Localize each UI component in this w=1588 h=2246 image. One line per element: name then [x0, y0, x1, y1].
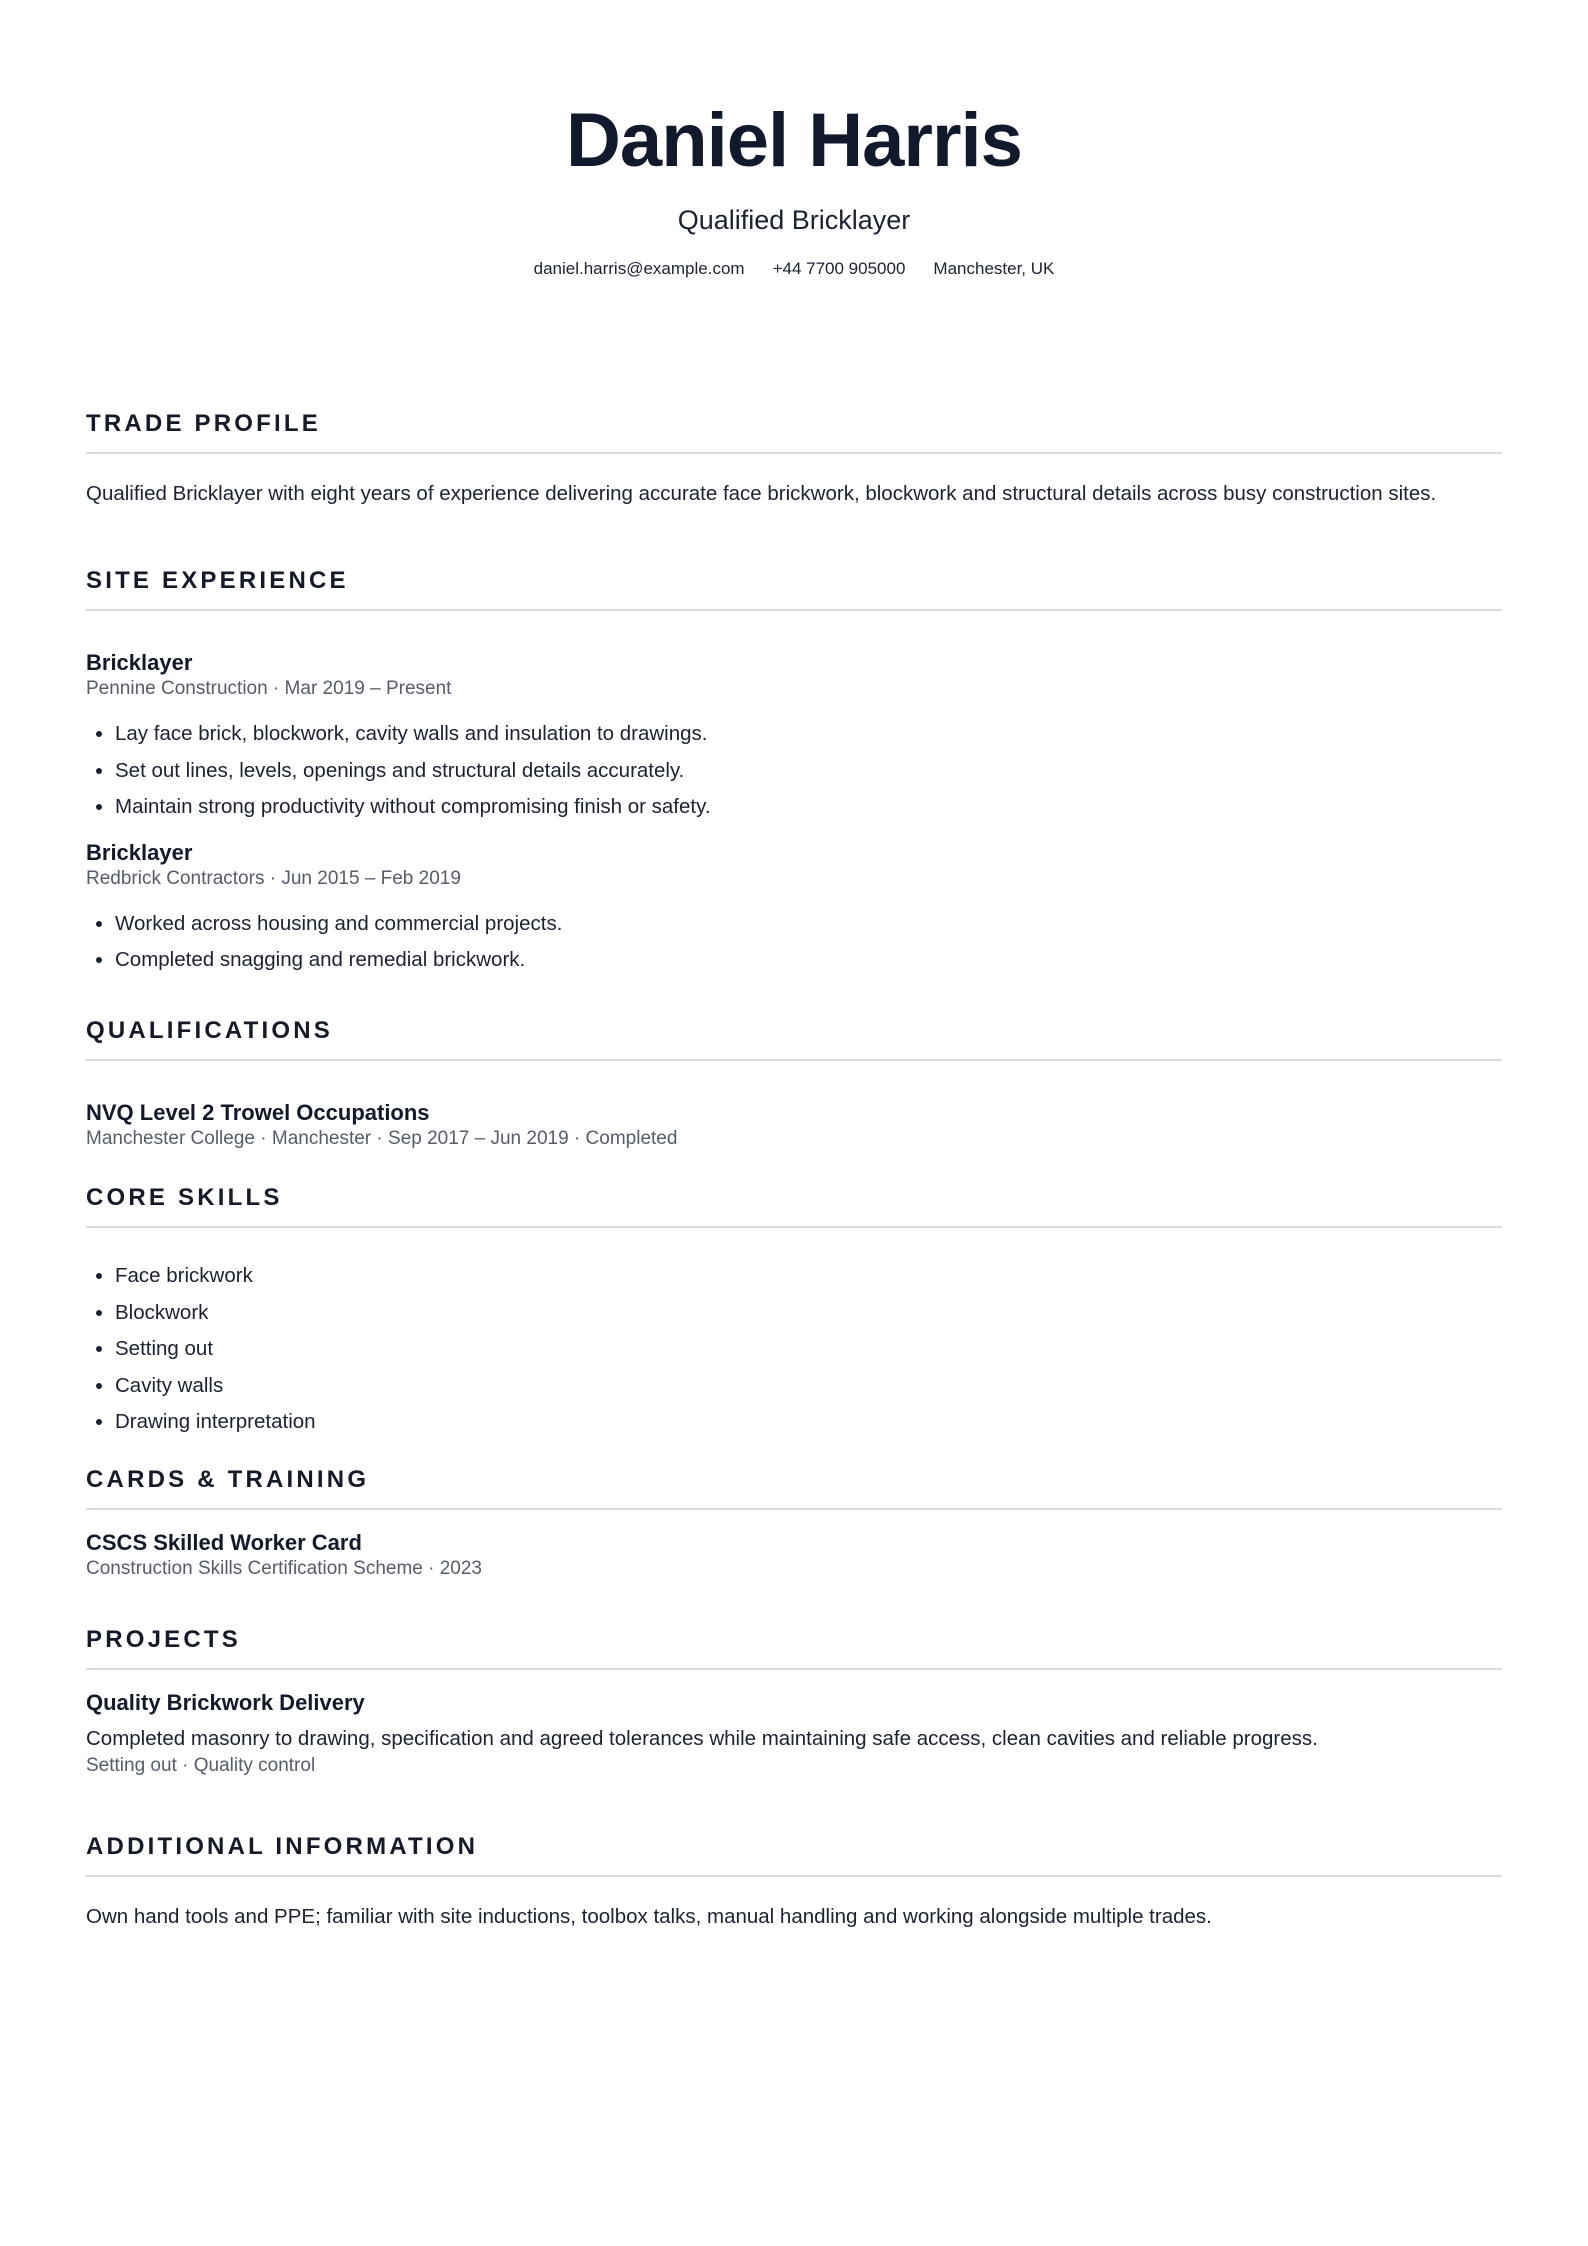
section-additional-information: [86, 1833, 1502, 1931]
profile-summary: Qualified Bricklayer with eight years of experience delivering accurate face brickwork, blockwork and structural details across busy construction sites.: [86, 482, 1437, 505]
section-projects: [86, 1626, 1502, 1779]
resume-header: [86, 0, 1502, 280]
list-item: • Set out lines, levels, openings and structural details accurately.: [115, 753, 1502, 790]
list-item: • Maintain strong productivity without compromising finish or safety.: [115, 789, 1502, 826]
job-bullets: [86, 906, 1502, 979]
skills-list: [86, 1258, 1502, 1441]
job-role: Bricklayer: [86, 650, 193, 675]
section-title: QUALIFICATIONS: [86, 1017, 1502, 1061]
qualification-name: NVQ Level 2 Trowel Occupations: [86, 1100, 430, 1125]
section-title: TRADE PROFILE: [86, 410, 1502, 454]
list-item: • Completed snagging and remedial brickwork.: [115, 942, 1502, 979]
section-title: CARDS & TRAINING: [86, 1466, 1502, 1510]
job-role: Bricklayer: [86, 839, 193, 865]
section-qualifications: [86, 1017, 1502, 1152]
candidate-role: Qualified Bricklayer: [677, 205, 911, 235]
card-entry: [86, 1530, 1502, 1582]
section-site-experience: [86, 567, 1502, 979]
list-item: • Blockwork: [115, 1295, 1502, 1332]
section-trade-profile: [86, 410, 1502, 508]
section-cards-training: [86, 1466, 1502, 1582]
additional-text: Own hand tools and PPE; familiar with site inductions, toolbox talks, manual handling and working alongside multiple trades.: [86, 1905, 1212, 1928]
job-meta: Pennine Construction · Mar 2019 – Present: [86, 678, 452, 699]
project-tags: Setting out · Quality control: [86, 1755, 316, 1776]
project-name: Quality Brickwork Delivery: [86, 1690, 365, 1715]
candidate-name: Daniel Harris: [566, 98, 1022, 183]
list-item: • Drawing interpretation: [115, 1404, 1502, 1441]
list-item: • Worked across housing and commercial projects.: [115, 906, 1502, 943]
section-title: PROJECTS: [86, 1626, 1502, 1670]
section-title: SITE EXPERIENCE: [86, 567, 1502, 611]
project-entry: [86, 1690, 1502, 1779]
list-item: • Face brickwork: [115, 1258, 1502, 1295]
list-item: • Setting out: [115, 1331, 1502, 1368]
list-item: • Lay face brick, blockwork, cavity walls and insulation to drawings.: [115, 716, 1502, 753]
job-entry: [86, 650, 1502, 826]
contact-location: Manchester, UK: [933, 259, 1055, 278]
section-core-skills: [86, 1184, 1502, 1441]
section-title: CORE SKILLS: [86, 1184, 1502, 1228]
project-description: Completed masonry to drawing, specification and agreed tolerances while maintaining safe access, clean cavities and reliable progress.: [86, 1727, 1318, 1750]
job-entry: [86, 840, 1502, 979]
contact-phone[interactable]: +44 7700 905000: [772, 259, 906, 278]
list-item: • Cavity walls: [115, 1368, 1502, 1405]
contact-line: [86, 258, 1502, 280]
qualification-meta: Manchester College · Manchester · Sep 2017 – Jun 2019 · Completed: [86, 1128, 678, 1149]
job-bullets: [86, 716, 1502, 826]
card-name: CSCS Skilled Worker Card: [86, 1530, 362, 1555]
contact-email[interactable]: daniel.harris@example.com: [533, 259, 745, 278]
section-title: ADDITIONAL INFORMATION: [86, 1833, 1502, 1877]
qualification-entry: [86, 1100, 1502, 1152]
job-meta: Redbrick Contractors · Jun 2015 – Feb 2019: [86, 867, 461, 889]
card-meta: Construction Skills Certification Scheme · 2023: [86, 1558, 483, 1579]
